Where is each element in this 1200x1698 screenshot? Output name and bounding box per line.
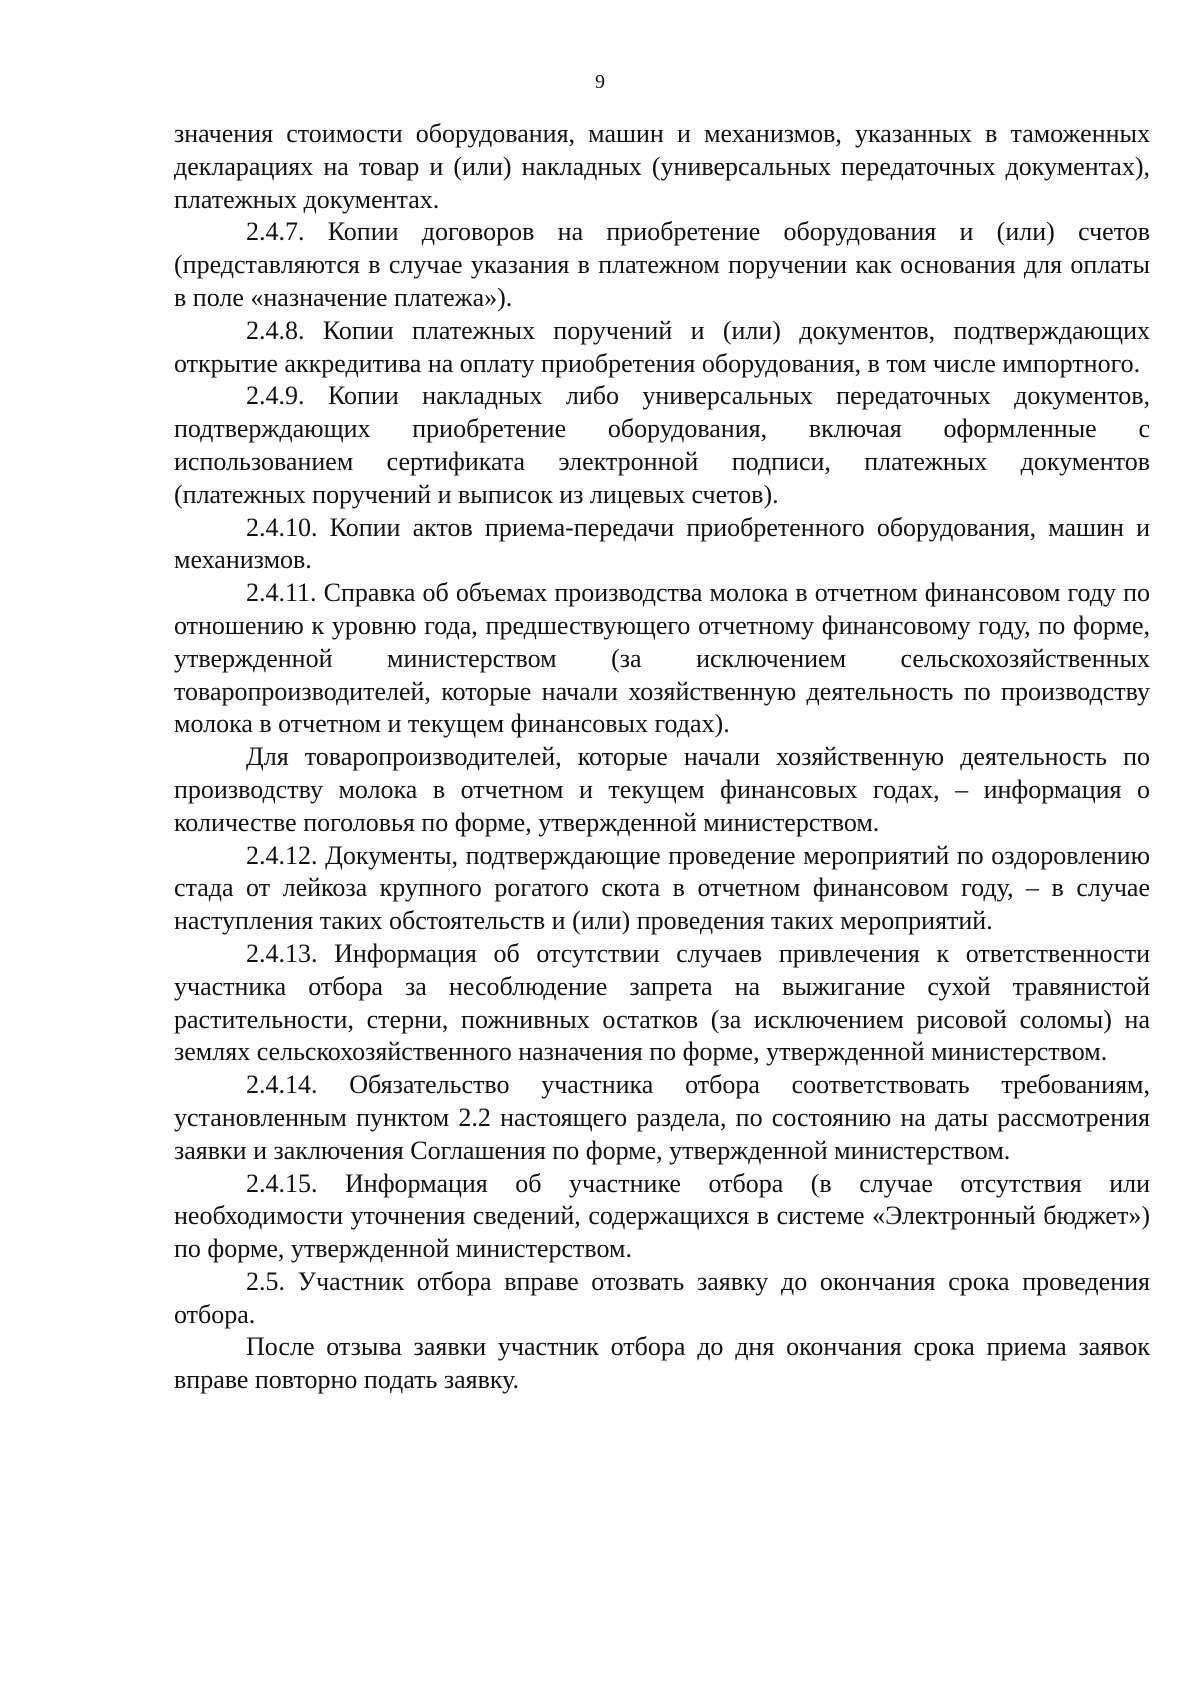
paragraph-2-4-12: 2.4.12. Документы, подтверждающие проведение мероприятий по оздоровлению стада от лейкоза крупного рогатого скота в отчетном финансовом году, – в случае наступления таких обстоятельств и (или) проведения таких мероприятий. [174,840,1150,936]
paragraph-2-4-15: 2.4.15. Информация об участнике отбора (в случае отсутствия или необходимости уточнения сведений, содержащихся в системе «Электронный бюджет») по форме, утвержденной министерством. [174,1168,1150,1264]
paragraph-2-4-11-note: Для товаропроизводителей, которые начали хозяйственную деятельность по производству молока в отчетном и текущем финансовых годах, – информация о количестве поголовья по форме, утвержденной министерством. [174,742,1150,837]
paragraph-2-4-13: 2.4.13. Информация об отсутствии случаев привлечения к ответственности участника отбора за несоблюдение запрета на выжигание сухой травянистой растительности, стерни, пожнивных остатков (за исключением рисовой соломы) на землях сельскохозяйственного назначения по форме, утвержденной министерством. [174,938,1150,1067]
paragraph-2-4-8: 2.4.8. Копии платежных поручений и (или) документов, подтверждающих открытие аккредитива на оплату приобретения оборудования, в том числе импортного. [174,315,1150,378]
paragraph-2-4-7: 2.4.7. Копии договоров на приобретение оборудования и (или) счетов (представляются в случае указания в платежном поручении как основания для оплаты в поле «назначение платежа»). [174,217,1150,312]
paragraph-continuation: значения стоимости оборудования, машин и механизмов, указанных в таможенных декларациях на товар и (или) накладных (универсальных передаточных документах), платежных документах. [174,119,1150,214]
paragraph-2-4-10: 2.4.10. Копии актов приема-передачи приобретенного оборудования, машин и механизмов. [174,512,1150,575]
paragraph-2-4-14: 2.4.14. Обязательство участника отбора соответствовать требованиям, установленным пунктом 2.2 настоящего раздела, по состоянию на даты рассмотрения заявки и заключения Соглашения по форме, утвержденной министерством. [174,1070,1150,1165]
paragraph-2-4-9: 2.4.9. Копии накладных либо универсальных передаточных документов, подтверждающих приобретение оборудования, включая оформленные с использованием сертификата электронной подписи, платежных документов (платежных поручений и выписок из лицевых счетов). [174,381,1150,509]
paragraph-2-4-11: 2.4.11. Справка об объемах производства молока в отчетном финансовом году по отношению к уровню года, предшествующего отчетному финансовому году, по форме, утвержденной министерством (за исключением сельскохозяйственных товаропроизводителей, которые начали хозяйственную деятельность по производству молока в отчетном и текущем финансовых годах). [174,578,1150,739]
paragraph-2-5: 2.5. Участник отбора вправе отозвать заявку до окончания срока проведения отбора. [174,1266,1150,1329]
document-body [174,118,1150,1397]
paragraph-2-5-note: После отзыва заявки участник отбора до дня окончания срока приема заявок вправе повторно подать заявку. [174,1332,1150,1395]
page-number: 9 [595,71,605,93]
